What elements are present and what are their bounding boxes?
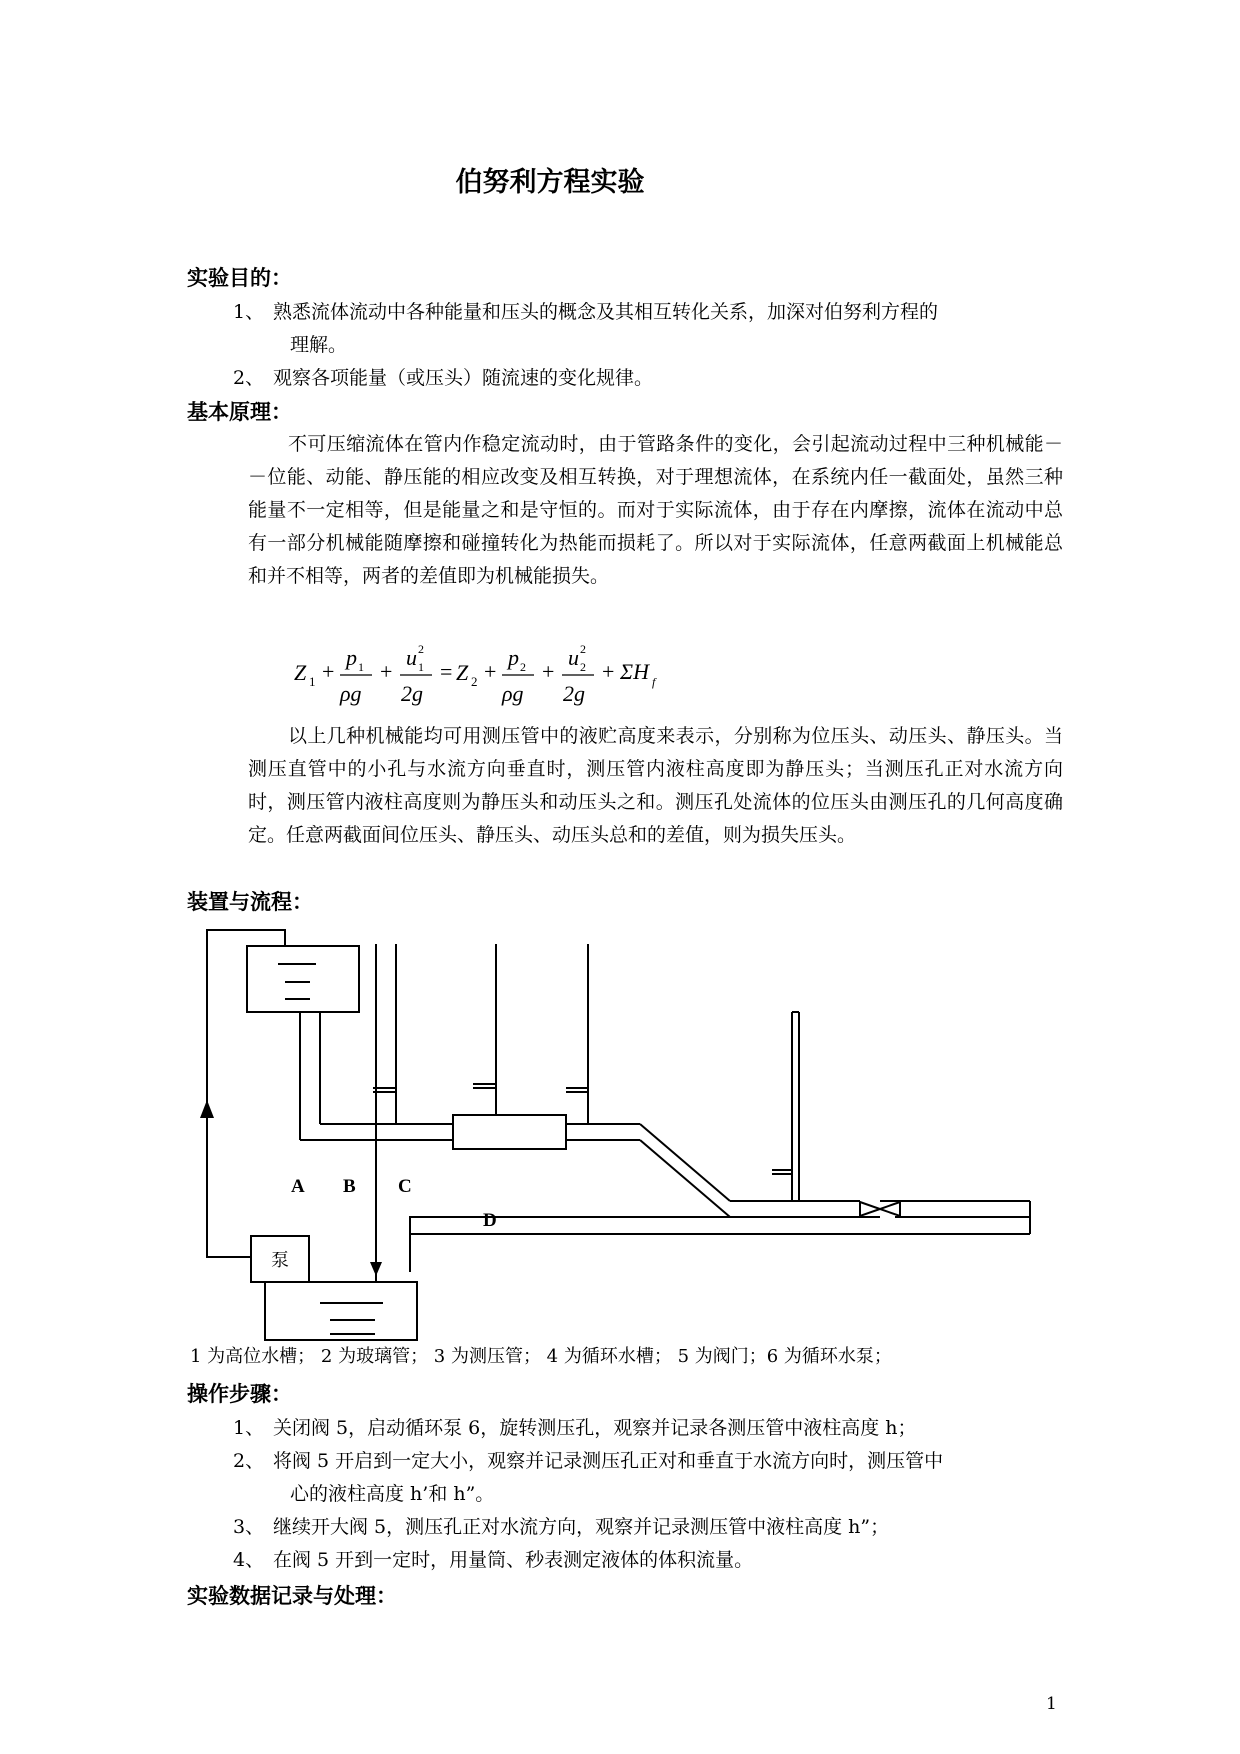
steps-heading: 操作步骤： [187, 1382, 292, 1406]
purpose-item-2-number: 2、 [233, 367, 265, 389]
document-title: 伯努利方程实验 [455, 167, 645, 198]
purpose-item-2-line1: 观察各项能量（或压头）随流速的变化规律。 [273, 367, 654, 389]
label-b: B [343, 1176, 356, 1197]
label-d: D [483, 1210, 497, 1231]
purpose-heading: 实验目的： [187, 266, 292, 290]
pump-label: 泵 [271, 1250, 289, 1271]
svg-text:2g: 2g [401, 681, 423, 706]
apparatus-caption: 1 为高位水槽； 2 为玻璃管； 3 为测压管； 4 为循环水槽； 5 为阀门；6 为循环水泵； [190, 1346, 892, 1367]
svg-text:2: 2 [580, 660, 586, 674]
svg-text:1: 1 [358, 660, 364, 674]
apparatus-diagram [195, 922, 1055, 1342]
svg-text:+: + [542, 659, 555, 684]
svg-text:+: + [602, 659, 615, 684]
down-arrow-icon [370, 1262, 382, 1276]
step-4-text: 在阀 5 开到一定时，用量筒、秒表测定液体的体积流量。 [273, 1549, 754, 1571]
svg-text:2: 2 [418, 642, 424, 656]
svg-text:1: 1 [309, 674, 316, 689]
data-heading: 实验数据记录与处理： [187, 1584, 397, 1608]
svg-text:ρg: ρg [340, 681, 362, 706]
glass-tube [453, 1115, 566, 1149]
svg-text:u: u [406, 645, 417, 670]
step-3-text: 继续开大阀 5，测压孔正对水流方向，观察并记录测压管中液柱高度 h”； [273, 1516, 890, 1538]
svg-text:2: 2 [580, 642, 586, 656]
purpose-item-1-line1: 熟悉流体流动中各种能量和压头的概念及其相互转化关系，加深对伯努利方程的 [273, 301, 939, 323]
bernoulli-equation [290, 632, 710, 712]
principle-paragraph-1: 不可压缩流体在管内作稳定流动时，由于管路条件的变化，会引起流动过程中三种机械能－－位能、动能、静压能的相应改变及相互转换，对于理想流体，在系统内任一截面处，虽然三种能量不一定相等，但是能量之和是守恒的。而对于实际流体，由于存在内摩擦，流体在流动中总有一部分机械能随摩擦和碰撞转化为热能而损耗了。所以对于实际流体，任意两截面上机械能总和并不相等，两者的差值即为机械能损失。 [248, 433, 1063, 587]
valve-icon [860, 1202, 900, 1216]
step-2-line2: 心的液柱高度 h’和 h”。 [290, 1483, 495, 1505]
up-arrow-icon [200, 1100, 214, 1118]
svg-text:=: = [440, 659, 453, 684]
purpose-item-1-line2: 理解。 [290, 334, 348, 356]
step-1-number: 1、 [233, 1417, 265, 1439]
svg-text:u: u [568, 645, 579, 670]
apparatus-heading: 装置与流程： [187, 890, 313, 914]
svg-text:+: + [484, 659, 497, 684]
page-number: 1 [1046, 1694, 1057, 1714]
purpose-item-1-number: 1、 [233, 301, 265, 323]
svg-text:f: f [652, 675, 656, 689]
step-2-line1: 将阀 5 开启到一定大小，观察并记录测压孔正对和垂直于水流方向时，测压管中 [273, 1450, 944, 1472]
step-3-number: 3、 [233, 1516, 265, 1538]
svg-text:+: + [322, 659, 335, 684]
svg-text:2: 2 [520, 660, 526, 674]
principle-paragraph-2: 以上几种机械能均可用测压管中的液贮高度来表示，分别称为位压头、动压头、静压头。当测压直管中的小孔与水流方向垂直时，测压管内液柱高度即为静压头；当测压孔正对水流方向时，测压管内液柱高度则为静压头和动压头之和。测压孔处流体的位压头由测压孔的几何高度确定。任意两截面间位压头、静压头、动压头总和的差值，则为损失压头。 [248, 725, 1063, 846]
svg-text:+: + [380, 659, 393, 684]
svg-text:2: 2 [471, 674, 478, 689]
svg-text:ρg: ρg [502, 681, 524, 706]
step-1-text: 关闭阀 5，启动循环泵 6，旋转测压孔，观察并记录各测压管中液柱高度 h； [273, 1417, 917, 1439]
svg-text:1: 1 [418, 660, 424, 674]
formula-z1: Z [294, 660, 307, 685]
label-a: A [291, 1176, 305, 1197]
principle-heading: 基本原理： [187, 400, 292, 424]
svg-text:ΣH: ΣH [620, 659, 649, 684]
svg-text:2g: 2g [563, 681, 585, 706]
svg-text:p: p [346, 645, 357, 670]
step-4-number: 4、 [233, 1549, 265, 1571]
circulating-tank [265, 1282, 417, 1340]
high-tank [247, 946, 359, 1012]
svg-text:p: p [508, 645, 519, 670]
label-c: C [398, 1176, 412, 1197]
step-2-number: 2、 [233, 1450, 265, 1472]
svg-text:Z: Z [456, 660, 469, 685]
